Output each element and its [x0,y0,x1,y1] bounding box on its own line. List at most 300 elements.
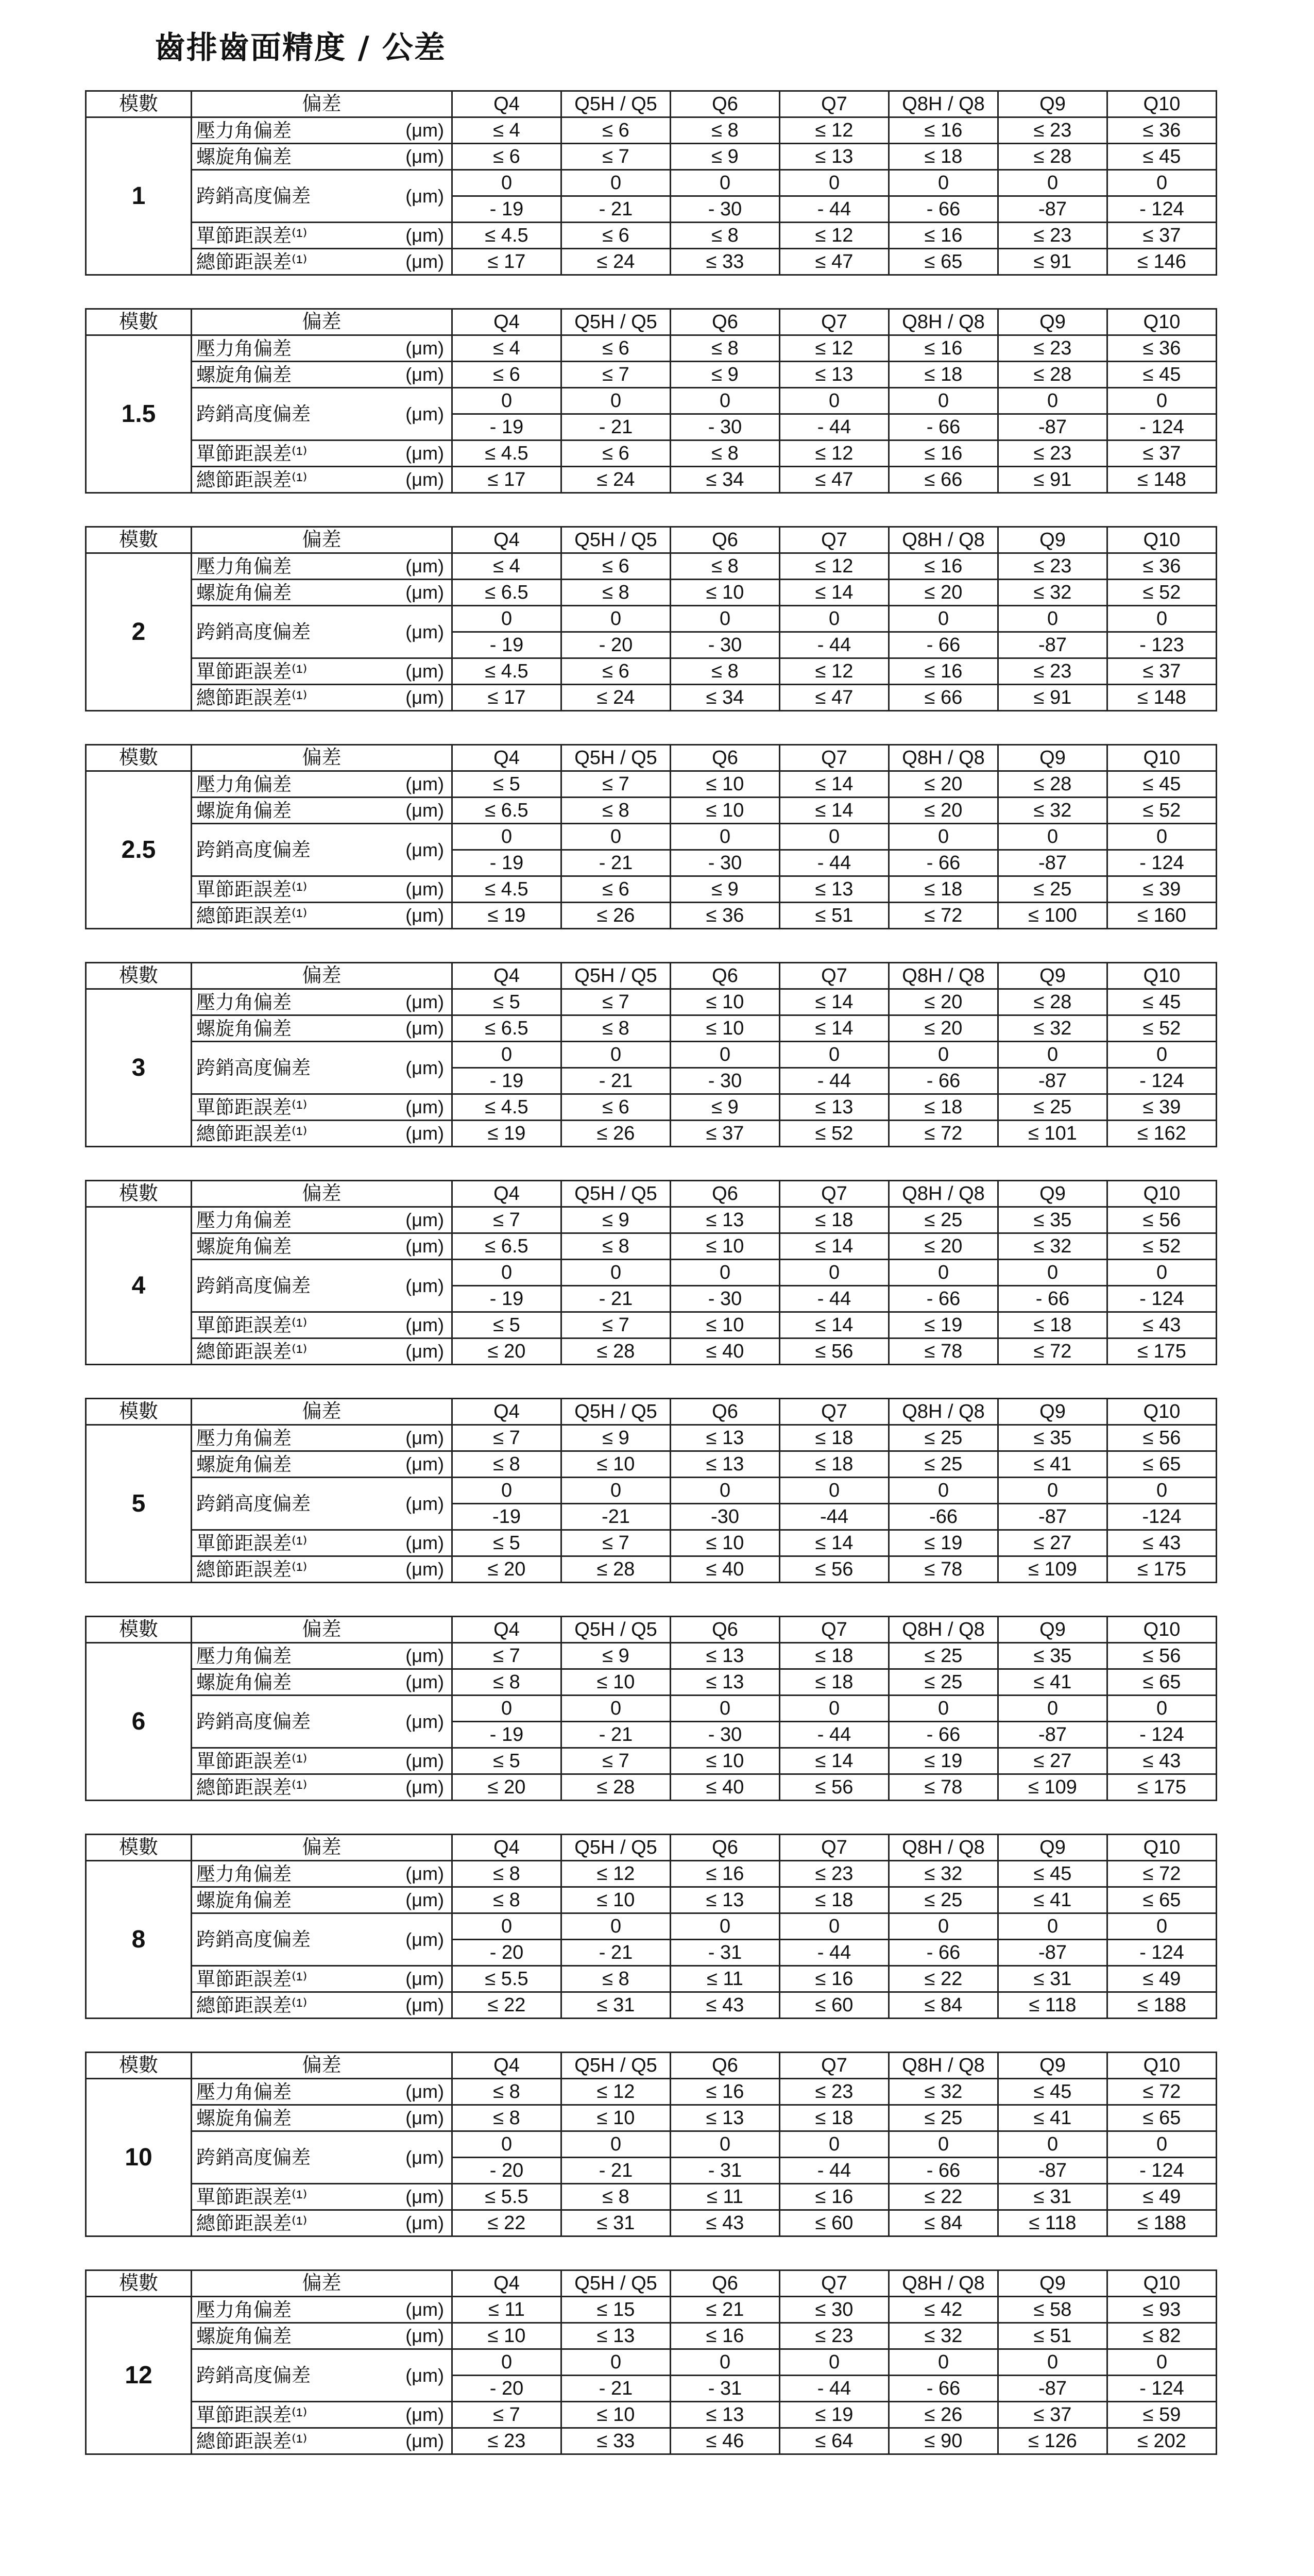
row-unit: (μm) [351,903,452,929]
value-cell: ≤ 31 [998,2184,1107,2210]
value-cell: ≤ 109 [998,1774,1107,1801]
value-cell: 0 [452,1042,561,1068]
header-grade: Q8H / Q8 [889,745,998,771]
value-cell: ≤ 20 [889,1015,998,1042]
row-unit: (μm) [351,388,452,440]
value-cell: 0 [671,388,780,414]
value-cell: - 66 [889,632,998,658]
row-unit: (μm) [351,1913,452,1966]
value-cell: ≤ 20 [452,1338,561,1365]
value-cell: - 31 [671,2376,780,2402]
row-unit: (μm) [351,1992,452,2019]
value-cell: ≤ 90 [889,2428,998,2454]
value-cell: - 124 [1107,1722,1217,1748]
header-grade: Q8H / Q8 [889,1181,998,1207]
value-cell: - 30 [671,1068,780,1094]
value-cell: 0 [452,2131,561,2158]
value-cell: ≤ 8 [671,223,780,249]
value-cell: ≤ 39 [1107,876,1217,903]
value-cell: ≤ 27 [998,1748,1107,1774]
value-cell: 0 [998,1696,1107,1722]
table-row [86,2323,1217,2349]
value-cell: ≤ 5.5 [452,1966,561,1992]
value-cell: 0 [671,2349,780,2376]
row-name-total-pitch: 總節距誤差⁽¹⁾ [192,685,351,711]
value-cell: ≤ 13 [671,1669,780,1696]
row-unit: (μm) [351,2402,452,2428]
table-row [86,1451,1217,1478]
header-deviation: 偏差 [192,745,452,771]
table-row [86,1748,1217,1774]
row-unit: (μm) [351,1556,452,1583]
value-cell: ≤ 10 [561,1887,671,1913]
module-value: 12 [86,2297,192,2454]
table-row [86,2402,1217,2428]
value-cell: ≤ 6 [452,362,561,388]
value-cell: ≤ 37 [671,1121,780,1147]
value-cell: ≤ 13 [780,1094,889,1121]
value-cell: - 30 [671,632,780,658]
value-cell: ≤ 56 [1107,1207,1217,1233]
value-cell: ≤ 23 [452,2428,561,2454]
value-cell: ≤ 66 [889,685,998,711]
table-row [86,467,1217,493]
header-grade: Q6 [671,1835,780,1861]
value-cell: ≤ 19 [889,1530,998,1556]
value-cell: - 21 [561,850,671,876]
value-cell: 0 [998,388,1107,414]
value-cell: - 30 [671,850,780,876]
value-cell: ≤ 16 [889,553,998,580]
value-cell: ≤ 31 [561,1992,671,2019]
value-cell: ≤ 12 [780,117,889,144]
table-row [86,249,1217,275]
header-deviation: 偏差 [192,2270,452,2297]
row-unit: (μm) [351,1696,452,1748]
row-unit: (μm) [351,117,452,144]
value-cell: ≤ 18 [889,876,998,903]
table-row [86,1530,1217,1556]
row-unit: (μm) [351,249,452,275]
value-cell: ≤ 52 [1107,580,1217,606]
value-cell: ≤ 36 [1107,553,1217,580]
header-deviation: 偏差 [192,91,452,117]
header-grade: Q7 [780,2053,889,2079]
value-cell: ≤ 19 [780,2402,889,2428]
value-cell: ≤ 13 [780,362,889,388]
row-unit: (μm) [351,1774,452,1801]
header-module: 模數 [86,1835,192,1861]
value-cell: ≤ 40 [671,1338,780,1365]
value-cell: ≤ 20 [889,580,998,606]
value-cell: ≤ 10 [671,1312,780,1338]
value-cell: 0 [889,1260,998,1286]
value-cell: ≤ 24 [561,685,671,711]
value-cell: ≤ 35 [998,1425,1107,1451]
header-row [86,1399,1217,1425]
value-cell: ≤ 6.5 [452,580,561,606]
value-cell: ≤ 35 [998,1207,1107,1233]
header-grade: Q4 [452,1835,561,1861]
value-cell: ≤ 6 [561,1094,671,1121]
value-cell: ≤ 36 [671,903,780,929]
header-deviation: 偏差 [192,2053,452,2079]
value-cell: ≤ 8 [561,798,671,824]
row-unit: (μm) [351,824,452,876]
row-unit: (μm) [351,2184,452,2210]
value-cell: ≤ 12 [561,1861,671,1887]
header-deviation: 偏差 [192,1399,452,1425]
value-cell: ≤ 16 [671,2079,780,2105]
value-cell: -87 [998,1068,1107,1094]
value-cell: - 19 [452,414,561,440]
value-cell: ≤ 56 [780,1774,889,1801]
value-cell: ≤ 21 [671,2297,780,2323]
value-cell: 0 [1107,2349,1217,2376]
value-cell: ≤ 51 [998,2323,1107,2349]
value-cell: ≤ 56 [780,1338,889,1365]
value-cell: 0 [671,2131,780,2158]
row-name-pressure: 壓力角偏差 [192,2297,351,2323]
value-cell: ≤ 5 [452,1748,561,1774]
value-cell: ≤ 6.5 [452,1233,561,1260]
value-cell: ≤ 45 [998,2079,1107,2105]
value-cell: ≤ 15 [561,2297,671,2323]
value-cell: ≤ 16 [889,658,998,685]
value-cell: ≤ 72 [889,903,998,929]
value-cell: ≤ 16 [780,1966,889,1992]
value-cell: 0 [780,1478,889,1504]
value-cell: ≤ 26 [561,1121,671,1147]
value-cell: ≤ 23 [998,117,1107,144]
row-name-total-pitch: 總節距誤差⁽¹⁾ [192,2210,351,2236]
header-grade: Q6 [671,2053,780,2079]
value-cell: ≤ 14 [780,798,889,824]
value-cell: ≤ 6 [561,658,671,685]
value-cell: - 66 [889,414,998,440]
header-grade: Q10 [1107,1399,1217,1425]
value-cell: ≤ 13 [561,2323,671,2349]
row-name-total-pitch: 總節距誤差⁽¹⁾ [192,1121,351,1147]
value-cell: ≤ 84 [889,1992,998,2019]
value-cell: - 66 [889,1722,998,1748]
value-cell: ≤ 20 [452,1556,561,1583]
row-name-pressure: 壓力角偏差 [192,553,351,580]
row-unit: (μm) [351,1861,452,1887]
value-cell: 0 [671,1042,780,1068]
header-row [86,2053,1217,2079]
value-cell: ≤ 10 [671,580,780,606]
value-cell: ≤ 28 [998,989,1107,1015]
header-deviation: 偏差 [192,1181,452,1207]
row-name-single-pitch: 單節距誤差⁽¹⁾ [192,223,351,249]
value-cell: ≤ 109 [998,1556,1107,1583]
value-cell: ≤ 35 [998,1643,1107,1669]
value-cell: ≤ 32 [889,1861,998,1887]
value-cell: ≤ 42 [889,2297,998,2323]
value-cell: ≤ 34 [671,685,780,711]
value-cell: -30 [671,1504,780,1530]
value-cell: ≤ 33 [561,2428,671,2454]
table-row [86,1312,1217,1338]
value-cell: ≤ 20 [889,798,998,824]
value-cell: ≤ 8 [452,2105,561,2131]
header-grade: Q6 [671,1399,780,1425]
value-cell: 0 [452,388,561,414]
value-cell: -87 [998,414,1107,440]
value-cell: - 21 [561,1722,671,1748]
value-cell: ≤ 16 [889,335,998,362]
value-cell: - 124 [1107,2158,1217,2184]
value-cell: 0 [998,606,1107,632]
value-cell: ≤ 7 [561,144,671,170]
row-name-single-pitch: 單節距誤差⁽¹⁾ [192,2184,351,2210]
value-cell: ≤ 23 [780,1861,889,1887]
value-cell: 0 [671,824,780,850]
value-cell: ≤ 118 [998,2210,1107,2236]
value-cell: - 124 [1107,1940,1217,1966]
row-unit: (μm) [351,1260,452,1312]
value-cell: 0 [780,388,889,414]
value-cell: ≤ 49 [1107,2184,1217,2210]
value-cell: 0 [998,170,1107,196]
value-cell: ≤ 8 [561,1233,671,1260]
value-cell: ≤ 56 [780,1556,889,1583]
row-unit: (μm) [351,1530,452,1556]
header-module: 模數 [86,527,192,553]
row-name-helix: 螺旋角偏差 [192,1887,351,1913]
table-row [86,335,1217,362]
value-cell: ≤ 23 [780,2079,889,2105]
value-cell: ≤ 65 [1107,1451,1217,1478]
value-cell: 0 [998,2131,1107,2158]
value-cell: ≤ 32 [998,1233,1107,1260]
value-cell: ≤ 7 [561,989,671,1015]
value-cell: 0 [561,1913,671,1940]
value-cell: 0 [671,1260,780,1286]
row-name-span: 跨銷高度偏差 [192,1260,351,1312]
value-cell: ≤ 24 [561,467,671,493]
value-cell: -87 [998,1504,1107,1530]
row-name-single-pitch: 單節距誤差⁽¹⁾ [192,1966,351,1992]
header-grade: Q7 [780,1399,889,1425]
value-cell: - 21 [561,196,671,223]
header-grade: Q7 [780,745,889,771]
header-grade: Q4 [452,1399,561,1425]
header-grade: Q10 [1107,745,1217,771]
value-cell: ≤ 13 [780,144,889,170]
value-cell: ≤ 13 [671,1887,780,1913]
table-row [86,223,1217,249]
value-cell: ≤ 31 [561,2210,671,2236]
value-cell: ≤ 7 [561,771,671,798]
value-cell: ≤ 14 [780,580,889,606]
table-row [86,1966,1217,1992]
value-cell: ≤ 20 [889,771,998,798]
value-cell: ≤ 45 [998,1861,1107,1887]
value-cell: ≤ 18 [780,1425,889,1451]
value-cell: ≤ 40 [671,1774,780,1801]
value-cell: ≤ 162 [1107,1121,1217,1147]
value-cell: ≤ 7 [452,1643,561,1669]
header-grade: Q5H / Q5 [561,1835,671,1861]
value-cell: ≤ 12 [780,223,889,249]
value-cell: ≤ 6.5 [452,798,561,824]
value-cell: ≤ 37 [998,2402,1107,2428]
value-cell: ≤ 188 [1107,1992,1217,2019]
value-cell: ≤ 18 [780,1669,889,1696]
value-cell: ≤ 45 [1107,771,1217,798]
value-cell: ≤ 8 [561,1015,671,1042]
value-cell: ≤ 13 [671,1643,780,1669]
value-cell: ≤ 60 [780,2210,889,2236]
value-cell: ≤ 25 [889,1669,998,1696]
value-cell: ≤ 22 [452,1992,561,2019]
value-cell: ≤ 47 [780,685,889,711]
header-grade: Q5H / Q5 [561,745,671,771]
header-grade: Q6 [671,2270,780,2297]
value-cell: ≤ 4.5 [452,876,561,903]
value-cell: ≤ 8 [671,658,780,685]
table-row [86,1913,1217,1940]
value-cell: ≤ 5 [452,771,561,798]
header-deviation: 偏差 [192,527,452,553]
value-cell: 0 [780,824,889,850]
value-cell: - 20 [452,2158,561,2184]
row-name-single-pitch: 單節距誤差⁽¹⁾ [192,876,351,903]
value-cell: 0 [561,170,671,196]
value-cell: ≤ 65 [1107,1887,1217,1913]
row-unit: (μm) [351,2105,452,2131]
value-cell: ≤ 43 [1107,1748,1217,1774]
row-name-span: 跨銷高度偏差 [192,2349,351,2402]
value-cell: ≤ 23 [998,658,1107,685]
value-cell: ≤ 10 [671,1015,780,1042]
module-value: 2.5 [86,771,192,929]
value-cell: - 19 [452,632,561,658]
row-unit: (μm) [351,1425,452,1451]
value-cell: 0 [889,1696,998,1722]
value-cell: ≤ 10 [671,798,780,824]
tolerance-table [85,2052,1217,2237]
table-row [86,1260,1217,1286]
row-name-helix: 螺旋角偏差 [192,2323,351,2349]
header-grade: Q6 [671,91,780,117]
header-row [86,527,1217,553]
value-cell: ≤ 202 [1107,2428,1217,2454]
value-cell: ≤ 16 [671,1861,780,1887]
header-grade: Q6 [671,745,780,771]
value-cell: ≤ 49 [1107,1966,1217,1992]
value-cell: ≤ 18 [780,1451,889,1478]
header-module: 模數 [86,745,192,771]
value-cell: ≤ 25 [889,1643,998,1669]
row-name-span: 跨銷高度偏差 [192,170,351,223]
row-name-single-pitch: 單節距誤差⁽¹⁾ [192,440,351,467]
value-cell: ≤ 13 [671,1425,780,1451]
value-cell: 0 [1107,1042,1217,1068]
header-row [86,963,1217,989]
value-cell: -87 [998,1940,1107,1966]
value-cell: - 124 [1107,1068,1217,1094]
row-unit: (μm) [351,580,452,606]
value-cell: ≤ 82 [1107,2323,1217,2349]
value-cell: ≤ 28 [561,1556,671,1583]
header-grade: Q7 [780,1181,889,1207]
row-unit: (μm) [351,2297,452,2323]
value-cell: ≤ 8 [452,2079,561,2105]
value-cell: 0 [998,1260,1107,1286]
value-cell: - 30 [671,1722,780,1748]
row-unit: (μm) [351,1669,452,1696]
table-row [86,2210,1217,2236]
row-name-total-pitch: 總節距誤差⁽¹⁾ [192,1556,351,1583]
value-cell: -21 [561,1504,671,1530]
value-cell: - 66 [889,850,998,876]
header-grade: Q8H / Q8 [889,1399,998,1425]
value-cell: ≤ 12 [780,658,889,685]
value-cell: 0 [561,388,671,414]
value-cell: ≤ 43 [1107,1312,1217,1338]
header-grade: Q9 [998,963,1107,989]
value-cell: 0 [889,170,998,196]
header-grade: Q5H / Q5 [561,1181,671,1207]
value-cell: ≤ 175 [1107,1338,1217,1365]
header-grade: Q10 [1107,527,1217,553]
value-cell: ≤ 8 [671,117,780,144]
value-cell: ≤ 12 [780,335,889,362]
value-cell: ≤ 37 [1107,440,1217,467]
value-cell: ≤ 10 [671,1748,780,1774]
value-cell: - 21 [561,2376,671,2402]
row-name-single-pitch: 單節距誤差⁽¹⁾ [192,658,351,685]
value-cell: - 66 [998,1286,1107,1312]
header-module: 模數 [86,2053,192,2079]
value-cell: - 21 [561,414,671,440]
tolerance-table [85,1398,1217,1583]
value-cell: ≤ 31 [998,1966,1107,1992]
value-cell: ≤ 25 [998,1094,1107,1121]
header-grade: Q10 [1107,309,1217,335]
value-cell: ≤ 27 [998,1530,1107,1556]
value-cell: - 20 [452,2376,561,2402]
header-grade: Q6 [671,1617,780,1643]
row-unit: (μm) [351,335,452,362]
value-cell: - 21 [561,2158,671,2184]
value-cell: ≤ 6 [561,223,671,249]
value-cell: -19 [452,1504,561,1530]
value-cell: ≤ 43 [1107,1530,1217,1556]
header-grade: Q4 [452,2053,561,2079]
table-row [86,388,1217,414]
tolerance-table [85,1180,1217,1365]
value-cell: - 66 [889,2158,998,2184]
value-cell: ≤ 28 [561,1774,671,1801]
value-cell: ≤ 32 [998,1015,1107,1042]
value-cell: ≤ 10 [561,1451,671,1478]
table-row [86,1887,1217,1913]
value-cell: ≤ 9 [561,1207,671,1233]
table-row [86,989,1217,1015]
row-name-helix: 螺旋角偏差 [192,362,351,388]
value-cell: - 123 [1107,632,1217,658]
value-cell: ≤ 148 [1107,467,1217,493]
value-cell: ≤ 17 [452,249,561,275]
table-row [86,771,1217,798]
value-cell: - 124 [1107,414,1217,440]
header-module: 模數 [86,1399,192,1425]
header-deviation: 偏差 [192,1617,452,1643]
